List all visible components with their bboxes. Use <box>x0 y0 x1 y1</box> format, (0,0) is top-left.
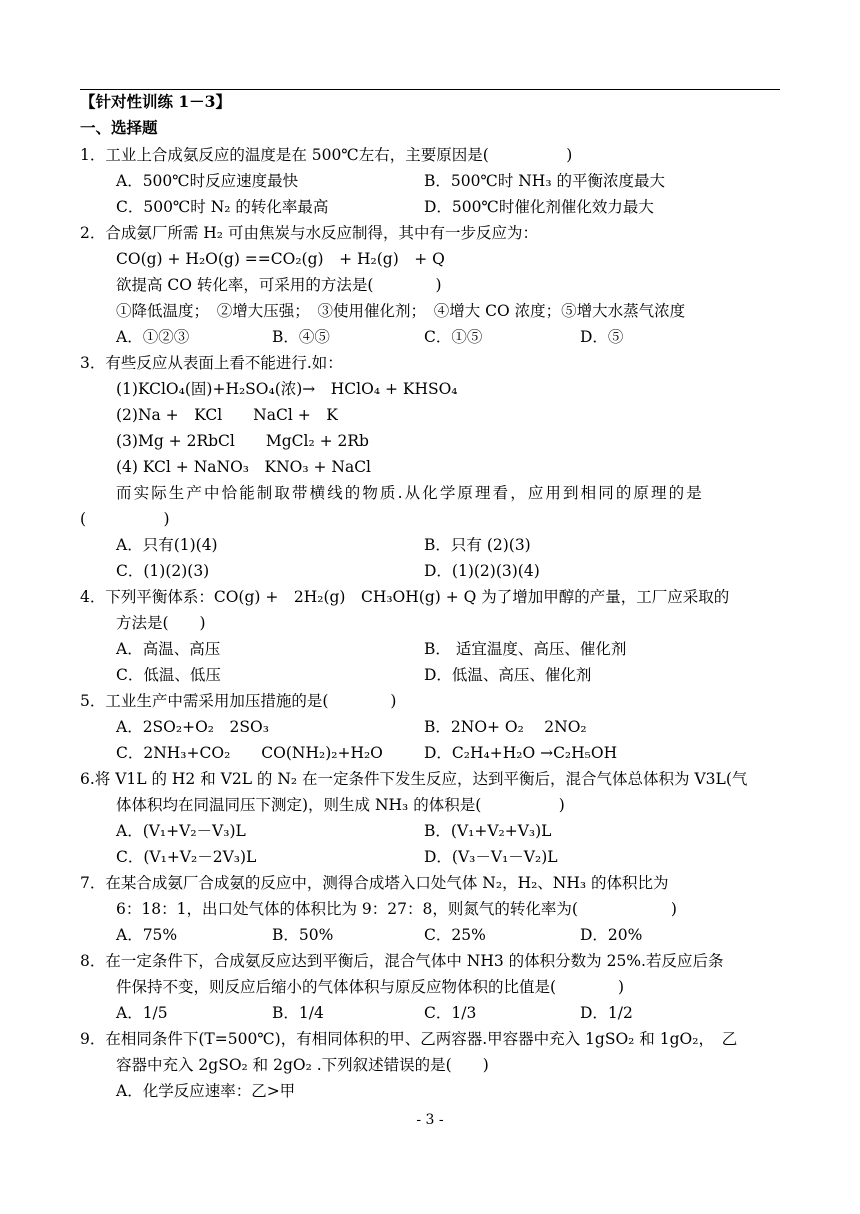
question-1-option-a: A．500℃时反应速度最快 <box>116 172 299 190</box>
question-7-lead-continued: 6：18：1，出口处气体的体积比为 9：27：8，则氮气的转化率为( ) <box>116 900 677 918</box>
question-6-option-c: C．(V₁+V₂－2V₃)L <box>116 848 257 866</box>
question-5-lead: 5．工业生产中需采用加压措施的是( ) <box>80 692 397 710</box>
question-2-equation: CO(g) + H₂O(g) ==CO₂(g) + H₂(g) + Q <box>116 250 445 268</box>
question-7-option-d: D．20% <box>580 926 643 944</box>
question-8-option-d: D．1/2 <box>580 1004 633 1022</box>
question-4-lead: 4．下列平衡体系：CO(g) + 2H₂(g) CH₃OH(g) + Q 为了增加甲醇的产量，工厂应采取的 <box>80 588 730 606</box>
question-8-lead-continued: 件保持不变，则反应后缩小的气体体积与原反应物体积的比值是( ) <box>116 978 625 996</box>
question-5-option-a: A．2SO₂+O₂ 2SO₃ <box>116 718 269 736</box>
question-7-lead: 7．在某合成氨厂合成氨的反应中，测得合成塔入口处气体 N₂，H₂、NH₃ 的体积比为 <box>80 874 669 892</box>
question-4-lead-continued: 方法是( ) <box>116 614 206 632</box>
question-1-option-b: B．500℃时 NH₃ 的平衡浓度最大 <box>424 172 665 190</box>
question-3-stem-bracket: ( ) <box>80 510 170 528</box>
question-2-lead: 2．合成氨厂所需 H₂ 可由焦炭与水反应制得，其中有一步反应为： <box>80 224 538 242</box>
question-8-option-c: C．1/3 <box>424 1004 477 1022</box>
question-3-reaction-3: (3)Mg + 2RbCl MgCl₂ + 2Rb <box>116 432 369 450</box>
question-7-option-c: C．25% <box>424 926 486 944</box>
question-2-option-a: A．①②③ <box>116 328 190 346</box>
question-1-option-c: C．500℃时 N₂ 的转化率最高 <box>116 198 329 216</box>
question-3-option-a: A．只有(1)(4) <box>116 536 218 554</box>
question-8-option-b: B．1/4 <box>272 1004 324 1022</box>
question-4-option-b: B． 适宜温度、高压、催化剂 <box>424 640 627 658</box>
question-2-option-d: D．⑤ <box>580 328 624 346</box>
question-1-lead: 1．工业上合成氨反应的温度是在 500℃左右，主要原因是( ) <box>80 146 573 164</box>
question-3-lead: 3．有些反应从表面上看不能进行.如： <box>80 354 343 372</box>
question-3-option-d: D．(1)(2)(3)(4) <box>424 562 540 580</box>
question-3-reaction-2: (2)Na + KCl NaCl + K <box>116 406 338 424</box>
question-7-option-b: B．50% <box>272 926 334 944</box>
question-6-option-d: D．(V₃－V₁－V₂)L <box>424 848 558 866</box>
question-4-option-c: C．低温、低压 <box>116 666 221 684</box>
question-9-lead-continued: 容器中充入 2gSO₂ 和 2gO₂ .下列叙述错误的是( ) <box>116 1056 489 1074</box>
question-3-option-b: B．只有 (2)(3) <box>424 536 531 554</box>
question-6-option-b: B．(V₁+V₂+V₃)L <box>424 822 552 840</box>
question-3-stem: 而实际生产中恰能制取带横线的物质.从化学原理看，应用到相同的原理的是 <box>116 484 704 502</box>
question-8-lead: 8．在一定条件下，合成氨反应达到平衡后，混合气体中 NH3 的体积分数为 25%.若反应后条 <box>80 952 724 970</box>
question-9-option-a: A．化学反应速率：乙>甲 <box>116 1082 296 1100</box>
question-8-option-a: A．1/5 <box>116 1004 168 1022</box>
question-2-prompt: 欲提高 CO 转化率，可采用的方法是( ) <box>116 276 442 294</box>
question-5-option-d: D．C₂H₄+H₂O →C₂H₅OH <box>424 744 618 762</box>
question-9-lead: 9．在相同条件下(T=500℃)，有相同体积的甲、乙两容器.甲容器中充入 1gSO₂ 和 1gO₂， 乙 <box>80 1030 738 1048</box>
question-3-reaction-1: (1)KClO₄(固)+H₂SO₄(浓)→ HClO₄ + KHSO₄ <box>116 380 458 398</box>
question-2-option-c: C．①⑤ <box>424 328 483 346</box>
section-title: 【针对性训练 1－3】 <box>80 92 231 111</box>
question-2-option-b: B．④⑤ <box>272 328 330 346</box>
question-4-option-d: D．低温、高压、催化剂 <box>424 666 592 684</box>
question-1-option-d: D．500℃时催化剂催化效力最大 <box>424 198 654 216</box>
question-7-option-a: A．75% <box>116 926 178 944</box>
header-rule <box>80 89 780 90</box>
question-4-option-a: A．高温、高压 <box>116 640 221 658</box>
page-number: - 3 - <box>416 1112 444 1128</box>
question-5-option-b: B．2NO+ O₂ 2NO₂ <box>424 718 587 736</box>
question-5-option-c: C．2NH₃+CO₂ CO(NH₂)₂+H₂O <box>116 744 383 762</box>
question-3-reaction-4: (4) KCl + NaNO₃ KNO₃ + NaCl <box>116 458 372 476</box>
question-6-lead: 6.将 V1L 的 H2 和 V2L 的 N₂ 在一定条件下发生反应，达到平衡后，混合气体总体积为 V3L(气 <box>80 770 748 788</box>
question-2-choices: ①降低温度； ②增大压强； ③使用催化剂； ④增大 CO 浓度；⑤增大水蒸气浓度 <box>116 302 686 320</box>
part-title: 一、选择题 <box>80 118 158 137</box>
question-6-lead-continued: 体体积均在同温同压下测定)，则生成 NH₃ 的体积是( ) <box>116 796 565 814</box>
question-6-option-a: A．(V₁+V₂－V₃)L <box>116 822 246 840</box>
question-3-option-c: C．(1)(2)(3) <box>116 562 210 580</box>
